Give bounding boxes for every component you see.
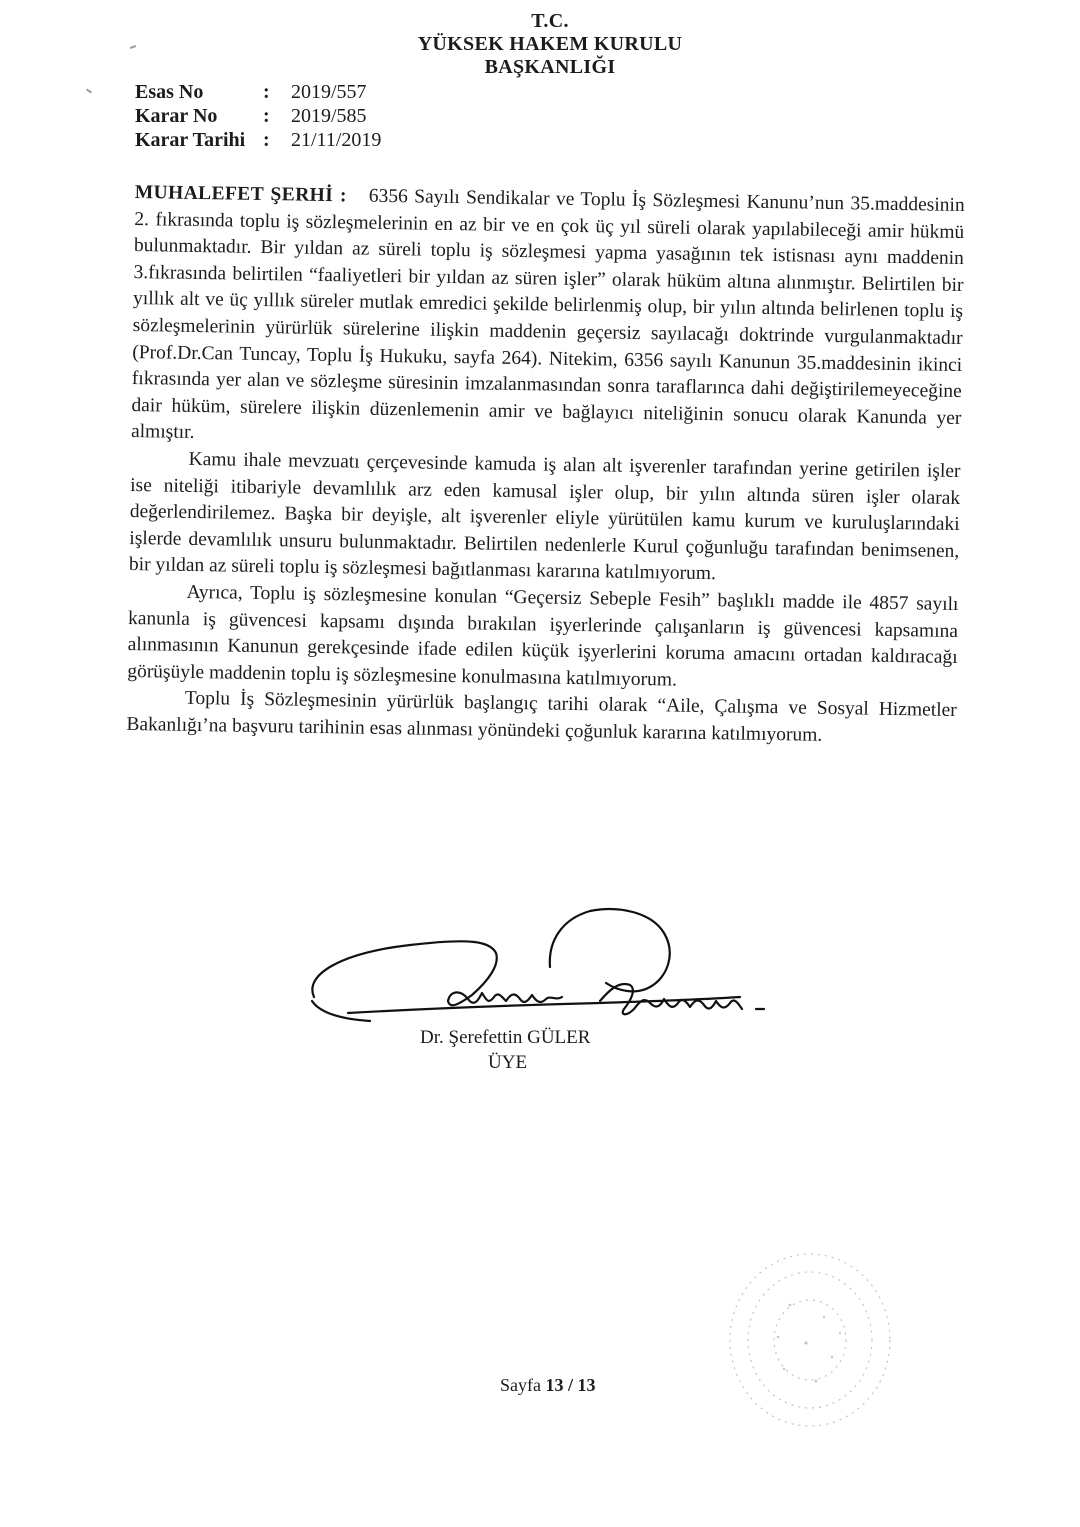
signer-role: ÜYE	[488, 1052, 528, 1073]
case-info-row	[135, 128, 381, 152]
dissent-paragraph: Ayrıca, Toplu iş sözleşmesine konulan “Geçersiz Sebeple Fesih” başlıklı madde ile 4857 sayılı kanunla iş güvencesi kapsamı dışında bırakılan işyerlerinde çalışanların iş güvencesi kapsamına alınmasının Kanunun gerekçesinde ifade edilen küçük işyerlerini koruma amacını ortadan kaldıracağı görüşüyle maddenin toplu iş sözleşmesine konulmasına katılmıyorum.	[127, 581, 959, 691]
institution-header	[400, 10, 700, 79]
case-label: Karar No	[135, 105, 218, 127]
dissent-paragraph: Kamu ihale mevzuatı çerçevesinde kamuda iş alan alt işverenler tarafından yerine getirilen işler ise niteliği itibariyle devamlılık arz eden kamusal işler olup, bir yılın altında süren işler olarak değerlendirilemez. Başka bir deyişle, alt işverenler eliyle yürütülen kamu kurum ve kuruluşlarındaki işlerde devamlılık unsuru bulunmaktadır. Belirtilen nedenlerle Kurul çoğunluğu tarafından benimsenen, bir yıldan az süreli toplu iş sözleşmesi bağıtlanması kararına katılmıyorum.	[128, 448, 961, 585]
header-country: T.C.	[531, 10, 569, 32]
page-number: 13 / 13	[545, 1375, 596, 1395]
header-institution: YÜKSEK HAKEM KURULU	[417, 33, 683, 55]
dissent-title: MUHALEFET ŞERHİ :	[134, 181, 348, 207]
case-colon: :	[263, 129, 270, 151]
case-colon: :	[263, 105, 270, 127]
dissent-paragraph-text: 6356 Sayılı Sendikalar ve Toplu İş Sözleşmesi Kanunu’nun 35.maddesinin 2. fıkrasında toplu iş sözleşmelerinin en az bir ve en çok üç yıl süreli olarak yapılabileceği amir hükmü bulunmaktadır. Bir yıldan az süreli toplu iş sözleşmesi yapma yasağının tek istisnası aynı maddenin 3.fıkrasında belirtilen “faaliyetleri bir yıldan az süren işler” olarak hüküm altına alınmıştır. Belirtilen bir yıllık alt ve üç yıllık süreler mutlak emredici şekilde belirlenmiş olup, bir yılın altında belirlenen toplu iş sözleşmelerinin yürürlük sürelerine ilişkin maddenin geçersiz sayılacağı doktrinde vurgulanmaktadır (Prof.Dr.Can Tuncay, Toplu İş Hukuku, sayfa 264). Nitekim, 6356 sayılı Kanunun 35.maddesinin ikinci fıkrasında yer alan ve sözleşme süresinin imzalanmasından sonra taraflarınca dahi değiştirilemeyeceğine dair hüküm, sürelere ilişkin düzenlemenin amir ve bağlayıcı niteliğinin sonucu olarak Kanunda yer almıştır.	[130, 185, 965, 444]
faded-seal-stamp	[720, 1245, 900, 1435]
case-info-row	[135, 104, 381, 128]
page-footer	[500, 1375, 596, 1396]
dissent-body	[126, 180, 965, 751]
case-value: 2019/557	[291, 81, 367, 103]
case-info	[135, 80, 381, 152]
case-colon: :	[263, 81, 270, 103]
scan-speck	[130, 45, 136, 49]
signer-name: Dr. Şerefettin GÜLER	[420, 1027, 591, 1048]
case-label: Esas No	[135, 81, 204, 103]
dissent-paragraph: Toplu İş Sözleşmesinin yürürlük başlangıç tarihi olarak “Aile, Çalışma ve Sosyal Hizmetler Bakanlığı’na başvuru tarihinin esas alınması yönündeki çoğunluk kararına katılmıyorum.	[126, 688, 957, 746]
signer-block	[420, 1025, 590, 1075]
case-info-row	[135, 80, 381, 104]
header-office: BAŞKANLIĞI	[484, 56, 616, 78]
handwritten-signature	[300, 905, 780, 1045]
case-value: 21/11/2019	[291, 129, 382, 151]
case-value: 2019/585	[291, 105, 367, 127]
scan-speck	[86, 88, 92, 93]
page-label: Sayfa	[500, 1375, 541, 1395]
dissent-paragraph	[131, 180, 965, 459]
case-label: Karar Tarihi	[135, 129, 246, 151]
